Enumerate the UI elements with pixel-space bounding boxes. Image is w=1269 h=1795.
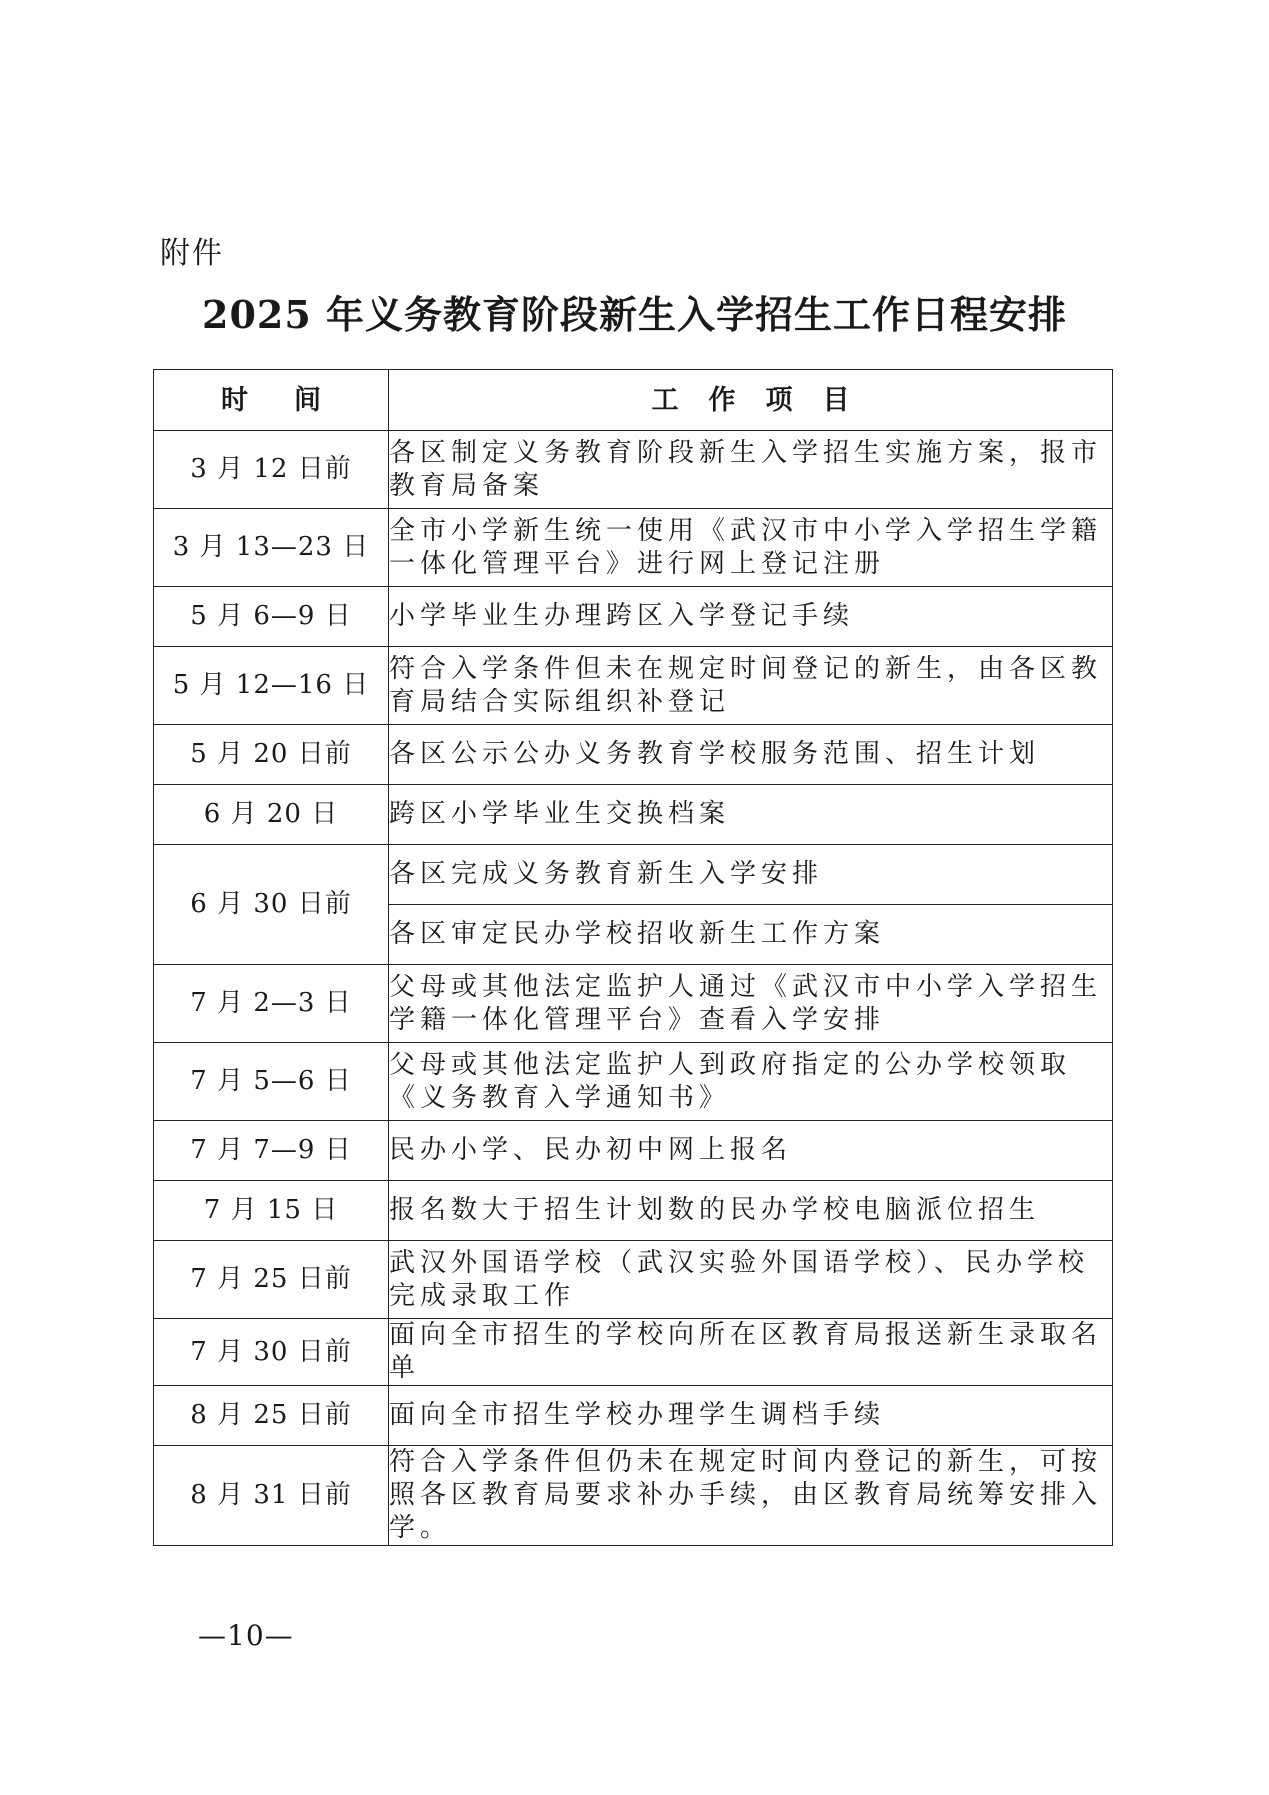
table-row <box>154 785 1113 845</box>
page-number: —10— <box>198 1619 294 1652</box>
schedule-table <box>153 369 1113 1546</box>
date-cell: 6 月 30 日前 <box>154 845 389 965</box>
table-row <box>154 1121 1113 1181</box>
date-cell: 7 月 5—6 日 <box>154 1043 389 1121</box>
task-cell: 全市小学新生统一使用《武汉市中小学入学招生学籍一体化管理平台》进行网上登记注册 <box>389 509 1113 587</box>
header-work-item: 工作项目 <box>389 370 1113 431</box>
date-cell: 5 月 20 日前 <box>154 725 389 785</box>
date-cell: 7 月 30 日前 <box>154 1319 389 1386</box>
date-cell: 3 月 12 日前 <box>154 431 389 509</box>
date-cell: 5 月 6—9 日 <box>154 587 389 647</box>
date-cell: 7 月 25 日前 <box>154 1241 389 1319</box>
date-cell: 5 月 12—16 日 <box>154 647 389 725</box>
task-cell: 跨区小学毕业生交换档案 <box>389 785 1113 845</box>
task-cell: 面向全市招生的学校向所在区教育局报送新生录取名单 <box>389 1319 1113 1386</box>
task-cell: 符合入学条件但未在规定时间登记的新生，由各区教育局结合实际组织补登记 <box>389 647 1113 725</box>
task-cell: 各区制定义务教育阶段新生入学招生实施方案，报市教育局备案 <box>389 431 1113 509</box>
task-cell: 报名数大于招生计划数的民办学校电脑派位招生 <box>389 1181 1113 1241</box>
table-row <box>154 1181 1113 1241</box>
date-cell: 8 月 25 日前 <box>154 1386 389 1446</box>
task-cell: 父母或其他法定监护人到政府指定的公办学校领取《义务教育入学通知书》 <box>389 1043 1113 1121</box>
header-time: 时间 <box>154 370 389 431</box>
table-row <box>154 647 1113 725</box>
date-cell: 7 月 15 日 <box>154 1181 389 1241</box>
date-cell: 6 月 20 日 <box>154 785 389 845</box>
date-cell: 8 月 31 日前 <box>154 1446 389 1546</box>
table-row <box>154 725 1113 785</box>
table-row <box>154 845 1113 905</box>
task-cell: 民办小学、民办初中网上报名 <box>389 1121 1113 1181</box>
task-cell: 各区完成义务教育新生入学安排 <box>389 845 1113 905</box>
table-row <box>154 1386 1113 1446</box>
table-row <box>154 1319 1113 1386</box>
task-cell: 武汉外国语学校（武汉实验外国语学校）、民办学校完成录取工作 <box>389 1241 1113 1319</box>
attachment-label: 附件 <box>160 236 224 271</box>
table-row <box>154 587 1113 647</box>
task-cell: 各区审定民办学校招收新生工作方案 <box>389 905 1113 965</box>
date-cell: 3 月 13—23 日 <box>154 509 389 587</box>
document-title: 2025 年义务教育阶段新生入学招生工作日程安排 <box>202 292 1067 337</box>
date-cell: 7 月 7—9 日 <box>154 1121 389 1181</box>
table-header-row <box>154 370 1113 431</box>
table-row <box>154 509 1113 587</box>
task-cell: 面向全市招生学校办理学生调档手续 <box>389 1386 1113 1446</box>
table-row <box>154 1043 1113 1121</box>
table-row <box>154 1241 1113 1319</box>
task-cell: 父母或其他法定监护人通过《武汉市中小学入学招生学籍一体化管理平台》查看入学安排 <box>389 965 1113 1043</box>
date-cell: 7 月 2—3 日 <box>154 965 389 1043</box>
task-cell: 各区公示公办义务教育学校服务范围、招生计划 <box>389 725 1113 785</box>
task-cell: 符合入学条件但仍未在规定时间内登记的新生，可按照各区教育局要求补办手续，由区教育局统筹安排入学。 <box>389 1446 1113 1546</box>
table-row <box>154 431 1113 509</box>
task-cell: 小学毕业生办理跨区入学登记手续 <box>389 587 1113 647</box>
table-row <box>154 1446 1113 1546</box>
table-row <box>154 965 1113 1043</box>
